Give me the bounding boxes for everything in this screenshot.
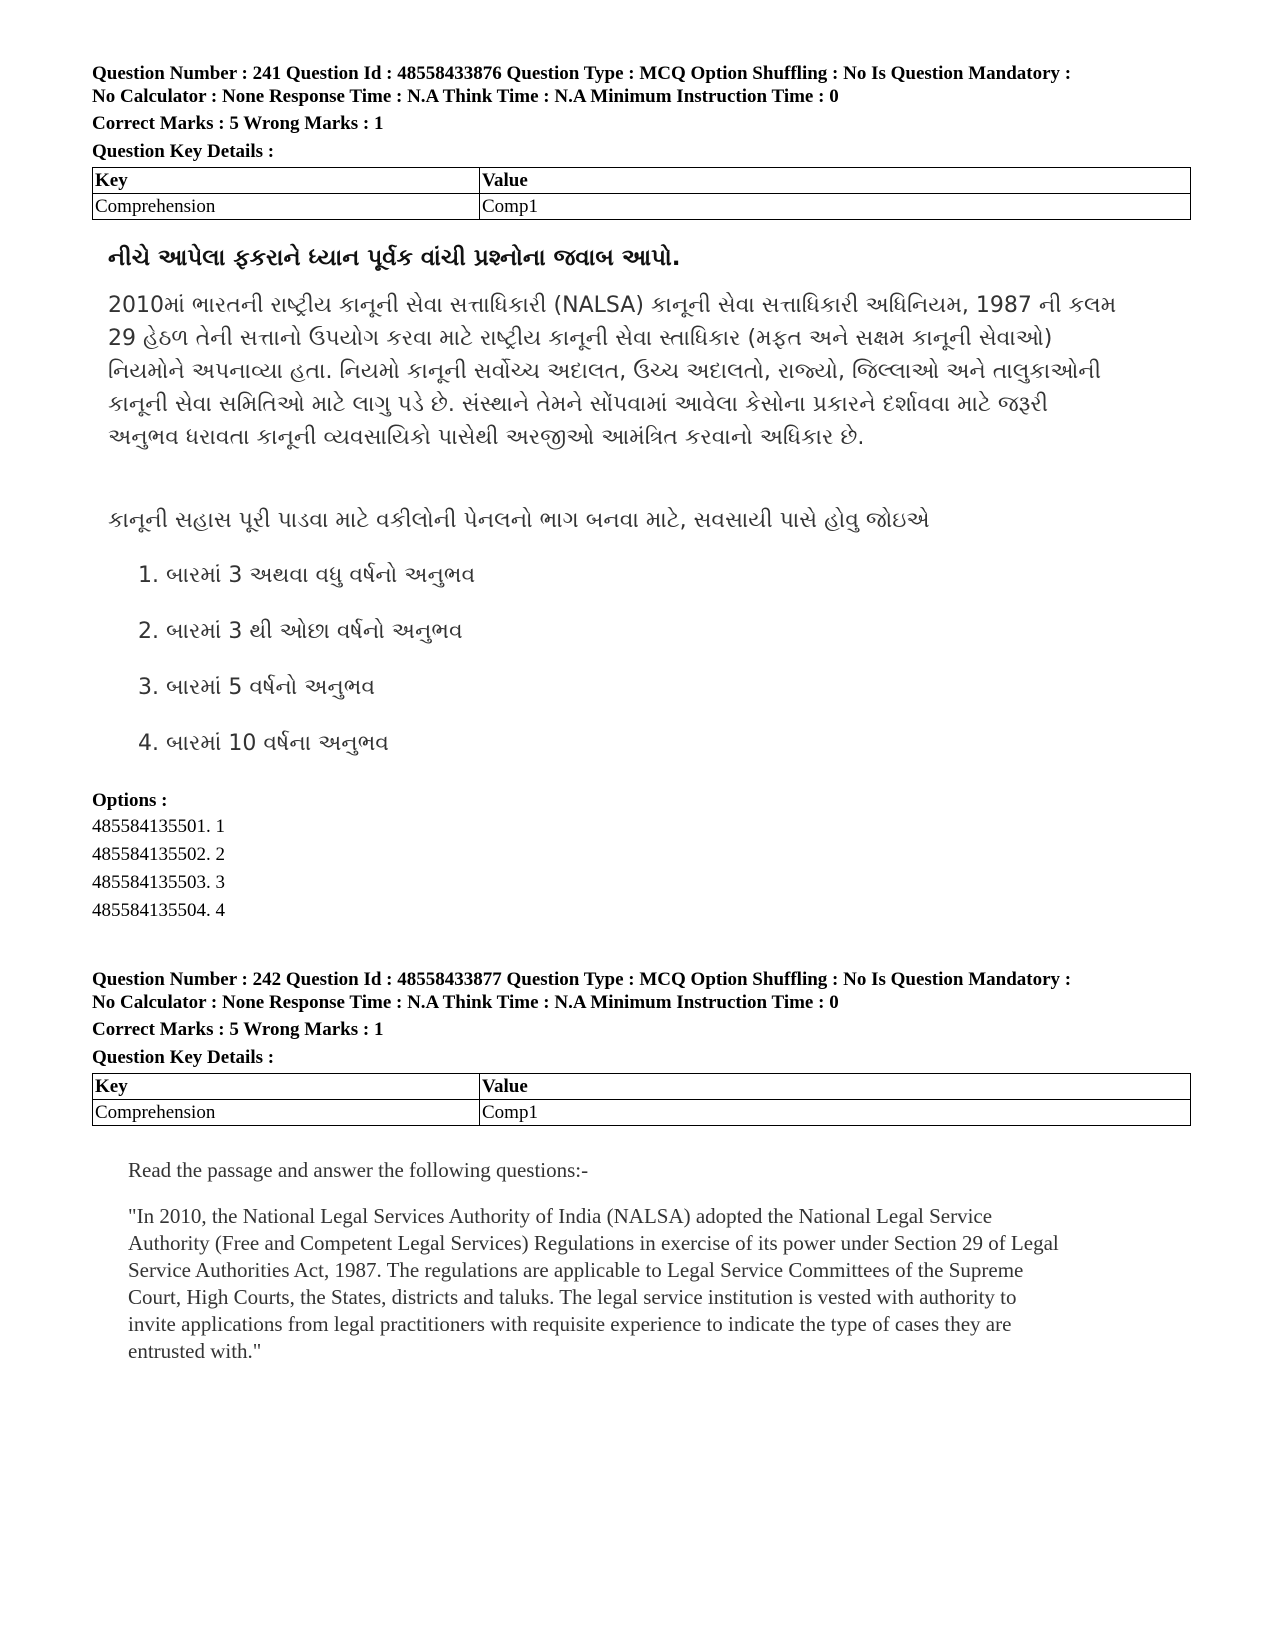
option-item: 485584135504. 4 [92, 900, 225, 921]
marks-text: Correct Marks : 5 Wrong Marks : 1 [92, 1019, 384, 1040]
choice-item: 3. બારમાં 5 વર્ષનો અનુભવ [138, 675, 376, 700]
gujarati-question [108, 508, 1108, 778]
table-header-key: Key [93, 168, 480, 194]
choice-item: 4. બારમાં 10 વર્ષના અનુભવ [138, 731, 389, 756]
question-241-header [92, 62, 1192, 220]
passage-paragraph [128, 1203, 1148, 1365]
passage-heading: Read the passage and answer the following questions:- [128, 1158, 589, 1182]
table-header-row [93, 168, 1191, 194]
table-header-value: Value [480, 168, 1191, 194]
key-details-table [92, 1073, 1191, 1126]
passage-line: કાનૂની સેવા સમિતિઓ માટે લાગુ પડે છે. સંસ્થાને તેમને સોંપવામાં આવેલા કેસોના પ્રકારને દર્શાવવા માટે જરૂરી [108, 392, 1048, 417]
passage-line: entrusted with." [128, 1339, 262, 1363]
table-header-key: Key [93, 1074, 480, 1100]
passage-line: "In 2010, the National Legal Services Authority of India (NALSA) adopted the National Legal Service [128, 1204, 993, 1228]
passage-line: 2010માં ભારતની રાષ્ટ્રીય કાનૂની સેવા સત્તાધિકારી (NALSA) કાનૂની સેવા સત્તાધિકારી અધિનિયમ, 1987 ની કલમ [108, 293, 1117, 318]
passage-line: Court, High Courts, the States, districts and taluks. The legal service institution is vested with authority to [128, 1285, 1017, 1309]
table-header-row [93, 1074, 1191, 1100]
passage-line: Authority (Free and Competent Legal Services) Regulations in exercise of its power under Section 29 of Legal [128, 1231, 1059, 1255]
table-cell-key: Comprehension [93, 1100, 480, 1126]
option-item: 485584135501. 1 [92, 816, 225, 837]
question-meta-line-2: No Calculator : None Response Time : N.A Think Time : N.A Minimum Instruction Time : 0 [92, 992, 839, 1013]
question-meta [92, 968, 1192, 1014]
option-item: 485584135502. 2 [92, 844, 225, 865]
passage-paragraph [108, 289, 1148, 454]
passage-heading: નીચે આપેલા ફકરાને ધ્યાન પૂર્વક વાંચી પ્રશ્નોના જવાબ આપો. [108, 245, 681, 271]
table-cell-key: Comprehension [93, 194, 480, 220]
question-242-header [92, 968, 1192, 1126]
question-meta-line-1: Question Number : 242 Question Id : 48558433877 Question Type : MCQ Option Shuffling : No Is Question Mandatory : [92, 969, 1072, 990]
passage-line: અનુભવ ધરાવતા કાનૂની વ્યવસાયિકો પાસેથી અરજીઓ આમંત્રિત કરવાનો અધિકાર છે. [108, 425, 865, 450]
question-meta-line-1: Question Number : 241 Question Id : 48558433876 Question Type : MCQ Option Shuffling : No Is Question Mandatory : [92, 63, 1072, 84]
choice-item: 1. બારમાં 3 અથવા વધુ વર્ષનો અનુભવ [138, 563, 476, 588]
table-row [93, 194, 1191, 220]
question-meta-line-2: No Calculator : None Response Time : N.A Think Time : N.A Minimum Instruction Time : 0 [92, 86, 839, 107]
table-cell-value: Comp1 [480, 194, 1191, 220]
passage-line: નિયમોને અપનાવ્યા હતા. નિયમો કાનૂની સર્વોચ્ચ અદાલત, ઉચ્ચ અદાલતો, રાજ્યો, જિલ્લાઓ અને તાલુકાઓની [108, 359, 1101, 384]
choice-item: 2. બારમાં 3 થી ઓછા વર્ષનો અનુભવ [138, 619, 463, 644]
key-details-table [92, 167, 1191, 220]
table-header-value: Value [480, 1074, 1191, 1100]
gujarati-passage [108, 245, 1148, 454]
passage-line: invite applications from legal practitioners with requisite experience to indicate the type of cases they are [128, 1312, 1012, 1336]
options-label: Options : [92, 790, 168, 811]
option-item: 485584135503. 3 [92, 872, 225, 893]
english-passage [128, 1158, 1148, 1365]
marks-text: Correct Marks : 5 Wrong Marks : 1 [92, 113, 384, 134]
question-text: કાનૂની સહાસ પૂરી પાડવા માટે વકીલોની પેનલનો ભાગ બનવા માટે, સવસાયી પાસે હોવુ જોઇએ [108, 508, 930, 533]
key-details-label: Question Key Details : [92, 1047, 275, 1068]
passage-line: Service Authorities Act, 1987. The regulations are applicable to Legal Service Committees of the Supreme [128, 1258, 1024, 1282]
passage-line: 29 હેઠળ તેની સત્તાનો ઉપયોગ કરવા માટે રાષ્ટ્રીય કાનૂની સેવા સ્તાધિકાર (મફત અને સક્ષમ કાનૂની સેવાઓ) [108, 326, 1053, 351]
table-row [93, 1100, 1191, 1126]
key-details-label: Question Key Details : [92, 141, 275, 162]
question-meta [92, 62, 1192, 108]
table-cell-value: Comp1 [480, 1100, 1191, 1126]
options-block [92, 789, 1192, 925]
